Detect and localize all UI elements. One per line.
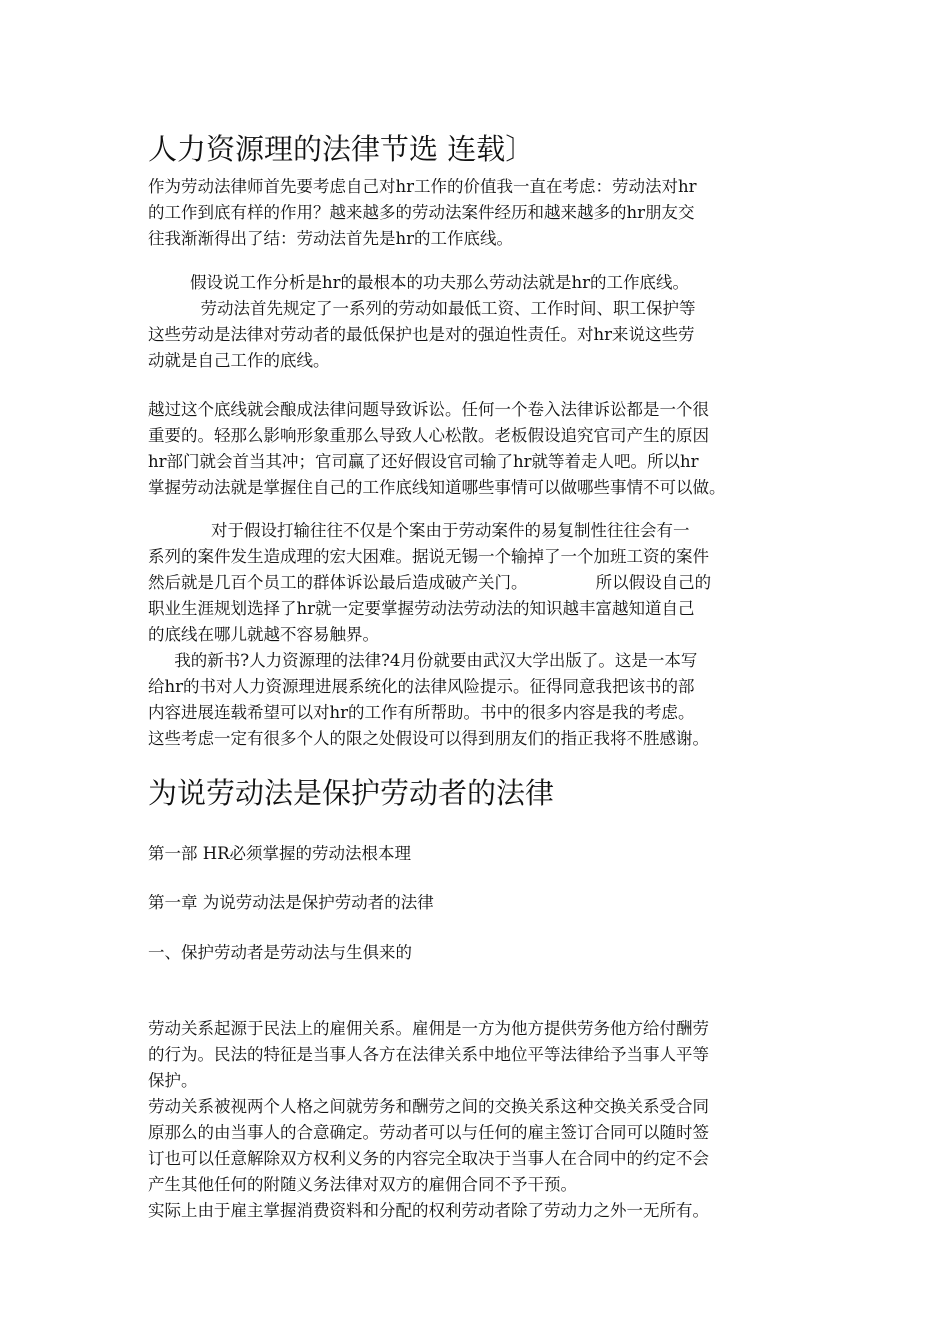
text-line: 给hr的书对人力资源理进展系统化的法律风险提示。征得同意我把该书的部 (148, 677, 695, 696)
text-line: 产生其他任何的附随义务法律对双方的雇佣合同不予干预。 (148, 1175, 577, 1194)
heading-2-block (148, 773, 813, 813)
intro-paragraph (148, 174, 813, 252)
text-line: 系列的案件发生造成理的宏大困难。据说无锡一个输掉了一个加班工资的案件 (148, 547, 709, 566)
text-line: 动就是自己工作的底线。 (148, 351, 330, 370)
section-title: 一、保护劳动者是劳动法与生俱来的 (148, 943, 412, 962)
text-line: 掌握劳动法就是掌握住自己的工作底线知道哪些事情可以做哪些事情不可以做。 (148, 478, 726, 497)
section-heading: 为说劳动法是保护劳动者的法律 (148, 776, 555, 810)
text-line: 重要的。轻那么影响形象重那么导致人心松散。老板假设追究官司产生的原因 (148, 426, 709, 445)
text-line: 的行为。民法的特征是当事人各方在法律关系中地位平等法律给予当事人平等 (148, 1045, 709, 1064)
text-line: 然后就是几百个员工的群体诉讼最后造成破产关门。 所以假设自己的 (148, 573, 712, 592)
text-line: 保护。 (148, 1071, 198, 1090)
text-line: 对于假设打输往往不仅是个案由于劳动案件的易复制性往往会有一 (148, 521, 690, 540)
paragraph-3 (148, 397, 813, 501)
text-line: 劳动法首先规定了一系列的劳动如最低工资、工作时间、职工保护等 (148, 299, 696, 318)
text-line: 假设说工作分析是hr的最根本的功夫那么劳动法就是hr的工作底线。 (148, 273, 689, 292)
text-line: 实际上由于雇主掌握消费资料和分配的权利劳动者除了劳动力之外一无所有。 (148, 1201, 709, 1220)
text-line: 内容进展连载希望可以对hr的工作有所帮助。书中的很多内容是我的考虑。 (148, 703, 695, 722)
chapter-title-block (148, 891, 813, 915)
text-line: 原那么的由当事人的合意确定。劳动者可以与任何的雇主签订合同可以随时签 (148, 1123, 709, 1142)
text-line: 这些劳动是法律对劳动者的最低保护也是对的强迫性责任。对hr来说这些劳 (148, 325, 695, 344)
text-line: 劳动关系被视两个人格之间就劳务和酬劳之间的交换关系这种交换关系受合同 (148, 1097, 709, 1116)
paragraph-5 (148, 1016, 813, 1224)
text-line: 职业生涯规划选择了hr就一定要掌握劳动法劳动法的知识越丰富越知道自己 (148, 599, 695, 618)
text-line: hr部门就会首当其冲；官司赢了还好假设官司输了hr就等着走人吧。所以hr (148, 452, 699, 471)
document-title: 人力资源理的法律节选 连载〕 (148, 132, 535, 166)
part-title-block (148, 842, 813, 866)
paragraph-4 (148, 518, 813, 752)
section-title-block (148, 941, 813, 965)
part-title: 第一部 HR必须掌握的劳动法根本理 (148, 844, 412, 863)
document-title-block (148, 129, 813, 169)
text-line: 订也可以任意解除双方权利义务的内容完全取决于当事人在合同中的约定不会 (148, 1149, 709, 1168)
text-line: 的底线在哪儿就越不容易触界。 (148, 625, 379, 644)
paragraph-2 (148, 270, 813, 374)
text-line: 劳动关系起源于民法上的雇佣关系。雇佣是一方为他方提供劳务他方给付酬劳 (148, 1019, 709, 1038)
text-line: 越过这个底线就会酿成法律问题导致诉讼。任何一个卷入法律诉讼都是一个很 (148, 400, 709, 419)
text-line: 我的新书?人力资源理的法律?4月份就要由武汉大学出版了。这是一本写 (148, 651, 698, 670)
text-line: 这些考虑一定有很多个人的限之处假设可以得到朋友们的指正我将不胜感谢。 (148, 729, 709, 748)
chapter-title: 第一章 为说劳动法是保护劳动者的法律 (148, 893, 434, 912)
text-line: 的工作到底有样的作用？越来越多的劳动法案件经历和越来越多的hr朋友交 (148, 203, 695, 222)
text-line: 往我渐渐得出了结：劳动法首先是hr的工作底线。 (148, 229, 514, 248)
text-line: 作为劳动法律师首先要考虑自己对hr工作的价值我一直在考虑：劳动法对hr (148, 177, 697, 196)
